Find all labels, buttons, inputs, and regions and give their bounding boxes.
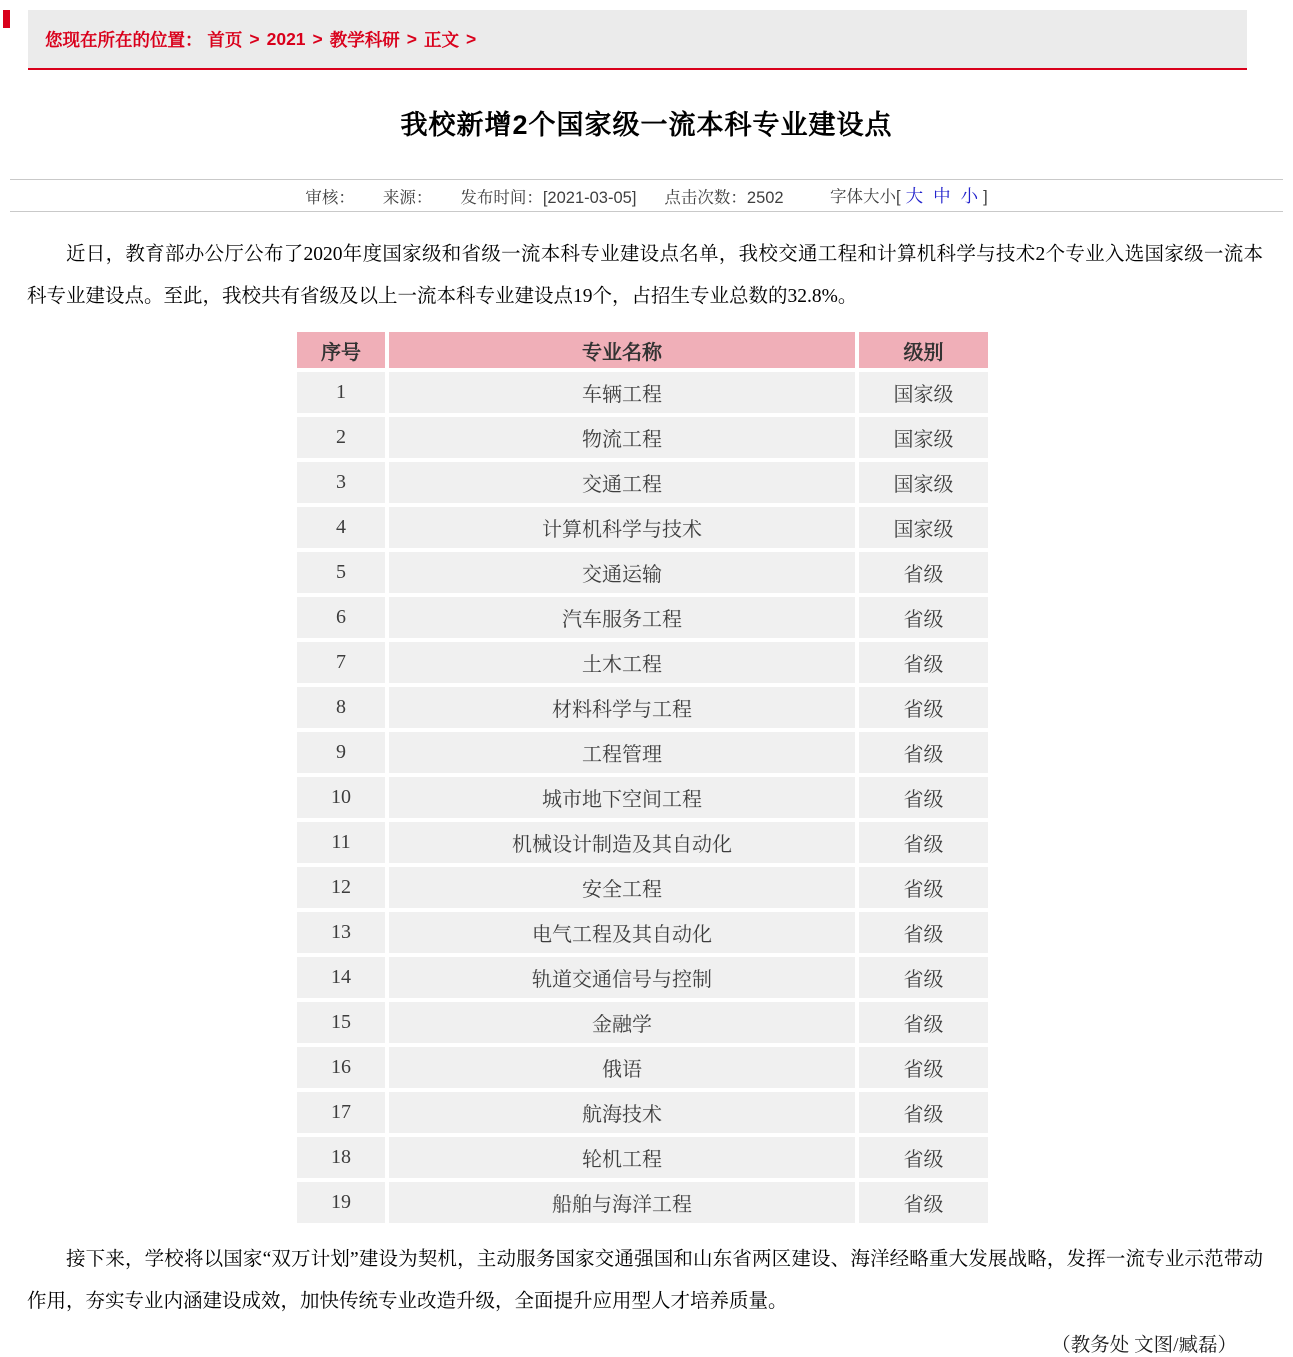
table-row — [295, 820, 990, 865]
level-cell: 国家级 — [857, 505, 990, 550]
breadcrumb-separator: > — [466, 28, 477, 49]
major-name-cell: 土木工程 — [387, 640, 857, 685]
article-paragraph-1: 近日，教育部办公厅公布了2020年度国家级和省级一流本科专业建设点名单，我校交通工程和计算机科学与技术2个专业入选国家级一流本科专业建设点。至此，我校共有省级及以上一流本科专业建设点19个，占招生专业总数的32.8%。 — [27, 244, 1263, 307]
meta-review-label: 审核： — [305, 188, 355, 207]
breadcrumb-link-home[interactable]: 首页 — [207, 29, 243, 50]
major-name-cell: 轮机工程 — [387, 1135, 857, 1180]
table-row — [295, 370, 990, 415]
row-index-cell: 13 — [295, 910, 387, 955]
breadcrumb-separator: > — [249, 28, 260, 49]
level-cell: 省级 — [857, 775, 990, 820]
level-cell: 国家级 — [857, 370, 990, 415]
programs-table — [293, 328, 992, 1227]
table-row — [295, 730, 990, 775]
table-row — [295, 460, 990, 505]
table-row — [295, 415, 990, 460]
meta-fontsize-label: 字体大小 — [829, 188, 896, 206]
major-name-cell: 物流工程 — [387, 415, 857, 460]
fontsize-bracket-close: ] — [983, 188, 988, 206]
breadcrumb-separator: > — [312, 28, 323, 49]
row-index-cell: 1 — [295, 370, 387, 415]
font-size-large-link[interactable]: 大 — [905, 186, 924, 206]
row-index-cell: 2 — [295, 415, 387, 460]
table-row — [295, 505, 990, 550]
meta-publish-time: 发布时间：[2021-03-05] — [460, 188, 637, 207]
table-row — [295, 1180, 990, 1225]
level-cell: 省级 — [857, 910, 990, 955]
row-index-cell: 16 — [295, 1045, 387, 1090]
meta-hit-count: 点击次数：2502 — [664, 188, 784, 207]
table-row — [295, 550, 990, 595]
major-name-cell: 金融学 — [387, 1000, 857, 1045]
font-size-medium-link[interactable]: 中 — [933, 186, 951, 206]
major-name-cell: 电气工程及其自动化 — [387, 910, 857, 955]
level-cell: 省级 — [857, 955, 990, 1000]
major-name-cell: 材料科学与工程 — [387, 685, 857, 730]
table-row — [295, 685, 990, 730]
major-name-cell: 机械设计制造及其自动化 — [387, 820, 857, 865]
major-name-cell: 船舶与海洋工程 — [387, 1180, 857, 1225]
row-index-cell: 6 — [295, 595, 387, 640]
level-cell: 国家级 — [857, 415, 990, 460]
article-meta-bar — [10, 179, 1283, 212]
table-row — [295, 1000, 990, 1045]
level-cell: 省级 — [857, 1135, 990, 1180]
table-row — [295, 595, 990, 640]
row-index-cell: 8 — [295, 685, 387, 730]
attribution: （教务处 文图/臧磊） — [1051, 1335, 1237, 1356]
row-index-cell: 18 — [295, 1135, 387, 1180]
level-cell: 省级 — [857, 820, 990, 865]
level-cell: 省级 — [857, 730, 990, 775]
table-row — [295, 1045, 990, 1090]
table-row — [295, 910, 990, 955]
major-name-cell: 轨道交通信号与控制 — [387, 955, 857, 1000]
row-index-cell: 14 — [295, 955, 387, 1000]
breadcrumb-link-current-article[interactable]: 正文 — [424, 29, 460, 50]
major-name-cell: 计算机科学与技术 — [387, 505, 857, 550]
red-corner-tab — [3, 10, 10, 28]
table-row — [295, 955, 990, 1000]
major-name-cell: 俄语 — [387, 1045, 857, 1090]
row-index-cell: 19 — [295, 1180, 387, 1225]
level-cell: 省级 — [857, 640, 990, 685]
level-cell: 省级 — [857, 595, 990, 640]
page-title: 我校新增2个国家级一流本科专业建设点 — [400, 110, 893, 140]
level-cell: 省级 — [857, 1000, 990, 1045]
font-size-small-link[interactable]: 小 — [960, 186, 979, 206]
table-header-major-name: 专业名称 — [387, 330, 857, 370]
row-index-cell: 3 — [295, 460, 387, 505]
breadcrumb-label: 您现在所在的位置： — [45, 29, 203, 50]
level-cell: 省级 — [857, 550, 990, 595]
table-header-level: 级别 — [857, 330, 990, 370]
level-cell: 省级 — [857, 1180, 990, 1225]
programs-table-body — [295, 370, 990, 1225]
level-cell: 国家级 — [857, 460, 990, 505]
table-row — [295, 1135, 990, 1180]
major-name-cell: 交通工程 — [387, 460, 857, 505]
row-index-cell: 15 — [295, 1000, 387, 1045]
level-cell: 省级 — [857, 1045, 990, 1090]
row-index-cell: 5 — [295, 550, 387, 595]
row-index-cell: 4 — [295, 505, 387, 550]
table-row — [295, 640, 990, 685]
major-name-cell: 汽车服务工程 — [387, 595, 857, 640]
table-row — [295, 775, 990, 820]
level-cell: 省级 — [857, 685, 990, 730]
breadcrumb-separator: > — [406, 28, 418, 49]
major-name-cell: 工程管理 — [387, 730, 857, 775]
major-name-cell: 车辆工程 — [387, 370, 857, 415]
major-name-cell: 城市地下空间工程 — [387, 775, 857, 820]
row-index-cell: 7 — [295, 640, 387, 685]
table-header-index: 序号 — [295, 330, 387, 370]
major-name-cell: 安全工程 — [387, 865, 857, 910]
breadcrumb — [28, 10, 1247, 70]
major-name-cell: 交通运输 — [387, 550, 857, 595]
major-name-cell: 航海技术 — [387, 1090, 857, 1135]
table-row — [295, 1090, 990, 1135]
article-paragraph-2: 接下来，学校将以国家“双万计划”建设为契机，主动服务国家交通强国和山东省两区建设、海洋经略重大发展战略，发挥一流专业示范带动作用，夯实专业内涵建设成效，加快传统专业改造升级，全面提升应用型人才培养质量。 — [27, 1249, 1263, 1312]
row-index-cell: 10 — [295, 775, 387, 820]
breadcrumb-link-teaching-research[interactable]: 教学科研 — [329, 29, 400, 50]
table-row — [295, 865, 990, 910]
row-index-cell: 12 — [295, 865, 387, 910]
row-index-cell: 9 — [295, 730, 387, 775]
row-index-cell: 17 — [295, 1090, 387, 1135]
row-index-cell: 11 — [295, 820, 387, 865]
table-header-row — [295, 330, 990, 370]
meta-source-label: 来源： — [382, 188, 433, 207]
fontsize-bracket-open: [ — [895, 188, 901, 206]
meta-fontsize-control — [812, 164, 988, 227]
breadcrumb-link-2021[interactable]: 2021 — [266, 28, 306, 49]
level-cell: 省级 — [857, 865, 990, 910]
level-cell: 省级 — [857, 1090, 990, 1135]
